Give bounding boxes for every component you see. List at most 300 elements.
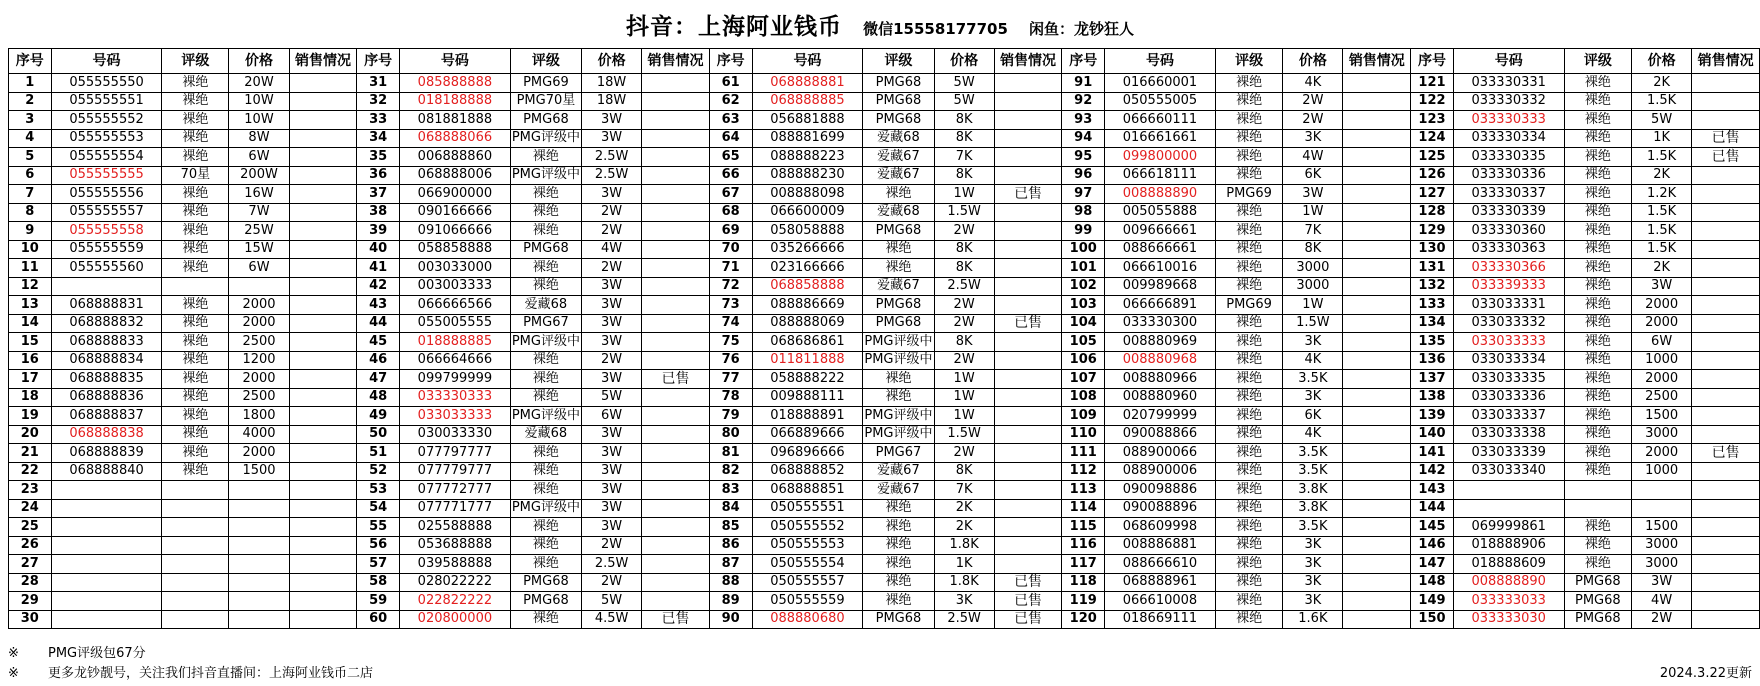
price: 5W <box>1632 111 1692 130</box>
price: 5W <box>581 592 641 611</box>
serial-number: 068888066 <box>399 129 510 148</box>
price: 4W <box>581 240 641 259</box>
sale-status: 已售 <box>642 370 710 389</box>
row-index: 113 <box>1062 481 1105 500</box>
table-row <box>9 92 1760 111</box>
row-index: 43 <box>357 296 400 315</box>
price: 3000 <box>1632 425 1692 444</box>
grade: PMG评级中 <box>863 351 934 370</box>
price: 3W <box>581 314 641 333</box>
row-index: 126 <box>1411 166 1454 185</box>
serial-number: 033339333 <box>1453 277 1564 296</box>
row-index: 102 <box>1062 277 1105 296</box>
sale-status <box>1343 351 1411 370</box>
price: 2W <box>581 536 641 555</box>
sale-status <box>994 111 1062 130</box>
table-row <box>9 277 1760 296</box>
grade: 裸绝 <box>1215 277 1282 296</box>
row-index: 101 <box>1062 259 1105 278</box>
serial-number: 055555553 <box>51 129 162 148</box>
sale-status <box>994 518 1062 537</box>
grade: PMG67 <box>510 314 581 333</box>
row-index: 42 <box>357 277 400 296</box>
sale-status <box>642 166 710 185</box>
price: 200W <box>229 166 289 185</box>
row-index: 89 <box>709 592 752 611</box>
grade: 裸绝 <box>863 592 934 611</box>
serial-number: 066610008 <box>1105 592 1216 611</box>
price-table <box>8 48 1760 629</box>
row-index: 25 <box>9 518 52 537</box>
header-grade: 评级 <box>1215 49 1282 74</box>
serial-number: 085888888 <box>399 74 510 93</box>
serial-number: 068888852 <box>752 462 863 481</box>
grade: 裸绝 <box>1564 148 1631 167</box>
sale-status <box>1692 277 1760 296</box>
price: 6W <box>229 148 289 167</box>
sale-status <box>642 351 710 370</box>
grade: 裸绝 <box>1564 222 1631 241</box>
grade: 裸绝 <box>1215 166 1282 185</box>
xianyu-contact: 闲鱼：龙钞狂人 <box>1028 20 1134 38</box>
grade: 裸绝 <box>1215 536 1282 555</box>
row-index: 49 <box>357 407 400 426</box>
price: 2.5W <box>581 166 641 185</box>
grade: PMG68 <box>863 314 934 333</box>
row-index: 105 <box>1062 333 1105 352</box>
grade <box>162 610 229 629</box>
row-index: 93 <box>1062 111 1105 130</box>
price: 4.5W <box>581 610 641 629</box>
table-row <box>9 610 1760 629</box>
grade: 裸绝 <box>1215 203 1282 222</box>
serial-number: 028022222 <box>399 573 510 592</box>
row-index: 124 <box>1411 129 1454 148</box>
serial-number: 033330337 <box>1453 185 1564 204</box>
grade: 裸绝 <box>510 462 581 481</box>
price <box>1632 499 1692 518</box>
serial-number <box>51 481 162 500</box>
row-index: 30 <box>9 610 52 629</box>
sale-status <box>642 111 710 130</box>
row-index: 64 <box>709 129 752 148</box>
grade: PMG69 <box>1215 185 1282 204</box>
grade: 裸绝 <box>1564 111 1631 130</box>
sale-status <box>642 333 710 352</box>
row-index: 45 <box>357 333 400 352</box>
sale-status <box>642 148 710 167</box>
price: 4K <box>1283 425 1343 444</box>
price: 2000 <box>229 370 289 389</box>
price: 15W <box>229 240 289 259</box>
price: 20W <box>229 74 289 93</box>
grade: PMG68 <box>510 573 581 592</box>
row-index: 81 <box>709 444 752 463</box>
row-index: 139 <box>1411 407 1454 426</box>
serial-number: 033330332 <box>1453 92 1564 111</box>
sale-status: 已售 <box>994 185 1062 204</box>
grade: 裸绝 <box>1215 74 1282 93</box>
serial-number: 009888111 <box>752 388 863 407</box>
row-index: 96 <box>1062 166 1105 185</box>
grade: 爱藏68 <box>863 129 934 148</box>
sale-status <box>1343 610 1411 629</box>
row-index: 55 <box>357 518 400 537</box>
price: 3.5K <box>1283 370 1343 389</box>
sale-status <box>642 92 710 111</box>
price: 3000 <box>1283 277 1343 296</box>
price: 3W <box>581 425 641 444</box>
serial-number: 068888881 <box>752 74 863 93</box>
row-index: 56 <box>357 536 400 555</box>
price: 6K <box>1283 166 1343 185</box>
price: 1K <box>934 555 994 574</box>
serial-number: 090166666 <box>399 203 510 222</box>
sale-status <box>1343 333 1411 352</box>
row-index: 136 <box>1411 351 1454 370</box>
serial-number: 066610016 <box>1105 259 1216 278</box>
serial-number: 088888230 <box>752 166 863 185</box>
header-status: 销售情况 <box>1343 49 1411 74</box>
sale-status <box>1692 462 1760 481</box>
row-index: 97 <box>1062 185 1105 204</box>
price: 10W <box>229 92 289 111</box>
price: 2.5W <box>581 148 641 167</box>
serial-number: 008886881 <box>1105 536 1216 555</box>
price: 1000 <box>1632 462 1692 481</box>
row-index: 46 <box>357 351 400 370</box>
sale-status <box>289 222 357 241</box>
page-title: 抖音：上海阿业钱币 <box>625 14 842 40</box>
grade <box>1564 481 1631 500</box>
serial-number: 003003333 <box>399 277 510 296</box>
serial-number: 050555553 <box>752 536 863 555</box>
row-index: 44 <box>357 314 400 333</box>
header-index: 序号 <box>9 49 52 74</box>
sale-status <box>642 462 710 481</box>
grade: 裸绝 <box>1215 592 1282 611</box>
row-index: 75 <box>709 333 752 352</box>
sale-status <box>1343 481 1411 500</box>
sale-status <box>289 370 357 389</box>
sale-status <box>994 92 1062 111</box>
serial-number: 055555558 <box>51 222 162 241</box>
serial-number: 008880969 <box>1105 333 1216 352</box>
price: 3.8K <box>1283 481 1343 500</box>
serial-number: 008888890 <box>1105 185 1216 204</box>
sale-status <box>642 499 710 518</box>
row-index: 103 <box>1062 296 1105 315</box>
sale-status <box>1343 74 1411 93</box>
grade: 裸绝 <box>1215 518 1282 537</box>
row-index: 146 <box>1411 536 1454 555</box>
sale-status: 已售 <box>1692 148 1760 167</box>
sale-status <box>289 573 357 592</box>
price: 1500 <box>1632 518 1692 537</box>
row-index: 76 <box>709 351 752 370</box>
header-grade: 评级 <box>510 49 581 74</box>
serial-number: 020799999 <box>1105 407 1216 426</box>
grade <box>162 481 229 500</box>
price <box>229 277 289 296</box>
serial-number: 009989668 <box>1105 277 1216 296</box>
price: 1.5K <box>1632 92 1692 111</box>
row-index: 74 <box>709 314 752 333</box>
serial-number: 018888891 <box>752 407 863 426</box>
sale-status <box>289 203 357 222</box>
serial-number: 050555551 <box>752 499 863 518</box>
sale-status <box>289 333 357 352</box>
serial-number: 035266666 <box>752 240 863 259</box>
serial-number: 088666610 <box>1105 555 1216 574</box>
price: 1K <box>1632 129 1692 148</box>
serial-number: 009666661 <box>1105 222 1216 241</box>
grade: 裸绝 <box>863 573 934 592</box>
table-row <box>9 555 1760 574</box>
sale-status <box>994 129 1062 148</box>
row-index: 16 <box>9 351 52 370</box>
sale-status <box>1343 296 1411 315</box>
grade: 裸绝 <box>1215 444 1282 463</box>
price: 3W <box>581 129 641 148</box>
price: 1W <box>934 185 994 204</box>
price: 8K <box>934 240 994 259</box>
table-row <box>9 573 1760 592</box>
footer-note-grading: PMG评级包67分 <box>48 646 146 661</box>
grade: 裸绝 <box>1564 92 1631 111</box>
serial-number: 077779777 <box>399 462 510 481</box>
sale-status <box>994 425 1062 444</box>
header-price: 价格 <box>934 49 994 74</box>
price: 2W <box>1283 111 1343 130</box>
table-row <box>9 592 1760 611</box>
row-index: 34 <box>357 129 400 148</box>
row-index: 129 <box>1411 222 1454 241</box>
price: 2W <box>1632 610 1692 629</box>
price: 2W <box>581 259 641 278</box>
row-index: 143 <box>1411 481 1454 500</box>
sale-status <box>1343 592 1411 611</box>
serial-number: 033033333 <box>399 407 510 426</box>
grade: PMG评级中 <box>510 499 581 518</box>
sale-status <box>642 259 710 278</box>
serial-number: 058058888 <box>752 222 863 241</box>
sale-status <box>1692 499 1760 518</box>
sale-status: 已售 <box>642 610 710 629</box>
grade: 裸绝 <box>863 499 934 518</box>
sale-status: 已售 <box>1692 444 1760 463</box>
grade: 裸绝 <box>1564 351 1631 370</box>
price: 1W <box>1283 203 1343 222</box>
grade: 裸绝 <box>1564 296 1631 315</box>
price: 2.5W <box>581 555 641 574</box>
grade: 裸绝 <box>1564 129 1631 148</box>
price: 2.5W <box>934 610 994 629</box>
serial-number: 050555005 <box>1105 92 1216 111</box>
grade <box>162 277 229 296</box>
grade: 裸绝 <box>510 148 581 167</box>
grade: 裸绝 <box>162 111 229 130</box>
grade: 裸绝 <box>162 425 229 444</box>
sale-status <box>642 444 710 463</box>
table-row <box>9 518 1760 537</box>
serial-number: 088900066 <box>1105 444 1216 463</box>
sale-status <box>1692 573 1760 592</box>
grade: PMG68 <box>863 74 934 93</box>
sale-status <box>642 185 710 204</box>
price <box>229 610 289 629</box>
row-index: 9 <box>9 222 52 241</box>
header-status: 销售情况 <box>642 49 710 74</box>
sale-status <box>1692 481 1760 500</box>
row-index: 41 <box>357 259 400 278</box>
serial-number: 033033339 <box>1453 444 1564 463</box>
header-status: 销售情况 <box>289 49 357 74</box>
grade: 裸绝 <box>1215 573 1282 592</box>
serial-number: 011811888 <box>752 351 863 370</box>
grade: 爱藏67 <box>863 481 934 500</box>
sale-status <box>289 536 357 555</box>
price: 6W <box>1632 333 1692 352</box>
sale-status <box>1692 240 1760 259</box>
sale-status <box>642 481 710 500</box>
grade: 爱藏68 <box>510 425 581 444</box>
row-index: 59 <box>357 592 400 611</box>
grade: 裸绝 <box>1215 240 1282 259</box>
grade: 裸绝 <box>1215 351 1282 370</box>
price: 3.5K <box>1283 518 1343 537</box>
sale-status <box>289 407 357 426</box>
grade: PMG68 <box>863 111 934 130</box>
serial-number: 053688888 <box>399 536 510 555</box>
serial-number: 068888839 <box>51 444 162 463</box>
sale-status <box>289 185 357 204</box>
row-index: 69 <box>709 222 752 241</box>
grade <box>162 573 229 592</box>
serial-number: 050555557 <box>752 573 863 592</box>
grade: 裸绝 <box>1215 555 1282 574</box>
price: 2K <box>1632 74 1692 93</box>
row-index: 95 <box>1062 148 1105 167</box>
price: 8K <box>934 111 994 130</box>
price: 2W <box>934 351 994 370</box>
sale-status <box>1692 407 1760 426</box>
row-index: 90 <box>709 610 752 629</box>
serial-number: 068858888 <box>752 277 863 296</box>
sale-status <box>994 74 1062 93</box>
price: 5W <box>581 388 641 407</box>
serial-number: 025588888 <box>399 518 510 537</box>
sale-status <box>994 555 1062 574</box>
price: 1W <box>934 388 994 407</box>
grade: 裸绝 <box>1215 148 1282 167</box>
grade: PMG69 <box>510 74 581 93</box>
serial-number: 033033337 <box>1453 407 1564 426</box>
sale-status <box>1343 277 1411 296</box>
sale-status <box>289 148 357 167</box>
price: 1.8K <box>934 573 994 592</box>
row-index: 2 <box>9 92 52 111</box>
header-grade: 评级 <box>1564 49 1631 74</box>
row-index: 50 <box>357 425 400 444</box>
sale-status <box>289 425 357 444</box>
serial-number: 033333033 <box>1453 592 1564 611</box>
header-status: 销售情况 <box>1692 49 1760 74</box>
price <box>229 518 289 537</box>
sale-status <box>642 592 710 611</box>
row-index: 63 <box>709 111 752 130</box>
sale-status <box>1692 203 1760 222</box>
price: 16W <box>229 185 289 204</box>
grade: 裸绝 <box>162 370 229 389</box>
serial-number: 033330331 <box>1453 74 1564 93</box>
sale-status: 已售 <box>994 592 1062 611</box>
row-index: 106 <box>1062 351 1105 370</box>
sale-status <box>1343 425 1411 444</box>
sale-status <box>642 277 710 296</box>
row-index: 6 <box>9 166 52 185</box>
sale-status <box>289 481 357 500</box>
row-index: 72 <box>709 277 752 296</box>
row-index: 62 <box>709 92 752 111</box>
sale-status: 已售 <box>1692 129 1760 148</box>
row-index: 22 <box>9 462 52 481</box>
serial-number: 068888835 <box>51 370 162 389</box>
grade: 裸绝 <box>162 259 229 278</box>
sale-status <box>1692 74 1760 93</box>
row-index: 147 <box>1411 555 1454 574</box>
grade: PMG评级中 <box>863 407 934 426</box>
grade: 裸绝 <box>863 185 934 204</box>
grade: 裸绝 <box>1215 92 1282 111</box>
price: 2500 <box>229 388 289 407</box>
footer-line-1 <box>8 644 1752 664</box>
sale-status <box>1692 555 1760 574</box>
serial-number: 088881699 <box>752 129 863 148</box>
price: 3W <box>581 499 641 518</box>
row-index: 115 <box>1062 518 1105 537</box>
price: 3W <box>581 333 641 352</box>
serial-number: 033330333 <box>399 388 510 407</box>
grade <box>162 536 229 555</box>
grade: 裸绝 <box>1215 499 1282 518</box>
sale-status <box>1692 425 1760 444</box>
sale-status <box>642 536 710 555</box>
grade <box>1564 499 1631 518</box>
grade: 爱藏67 <box>863 462 934 481</box>
price: 4W <box>1283 148 1343 167</box>
sale-status <box>289 499 357 518</box>
grade: 裸绝 <box>1215 129 1282 148</box>
price: 6W <box>581 407 641 426</box>
price: 1.5K <box>1632 148 1692 167</box>
sale-status <box>1343 240 1411 259</box>
serial-number: 033033333 <box>1453 333 1564 352</box>
price: 3K <box>1283 573 1343 592</box>
sale-status: 已售 <box>994 314 1062 333</box>
price: 2W <box>934 222 994 241</box>
serial-number: 030033330 <box>399 425 510 444</box>
price: 3W <box>1632 277 1692 296</box>
table-row <box>9 240 1760 259</box>
grade <box>162 499 229 518</box>
price: 2W <box>581 203 641 222</box>
price: 4W <box>1632 592 1692 611</box>
table-row <box>9 333 1760 352</box>
sale-status <box>1343 185 1411 204</box>
sale-status <box>289 166 357 185</box>
sale-status <box>1692 314 1760 333</box>
